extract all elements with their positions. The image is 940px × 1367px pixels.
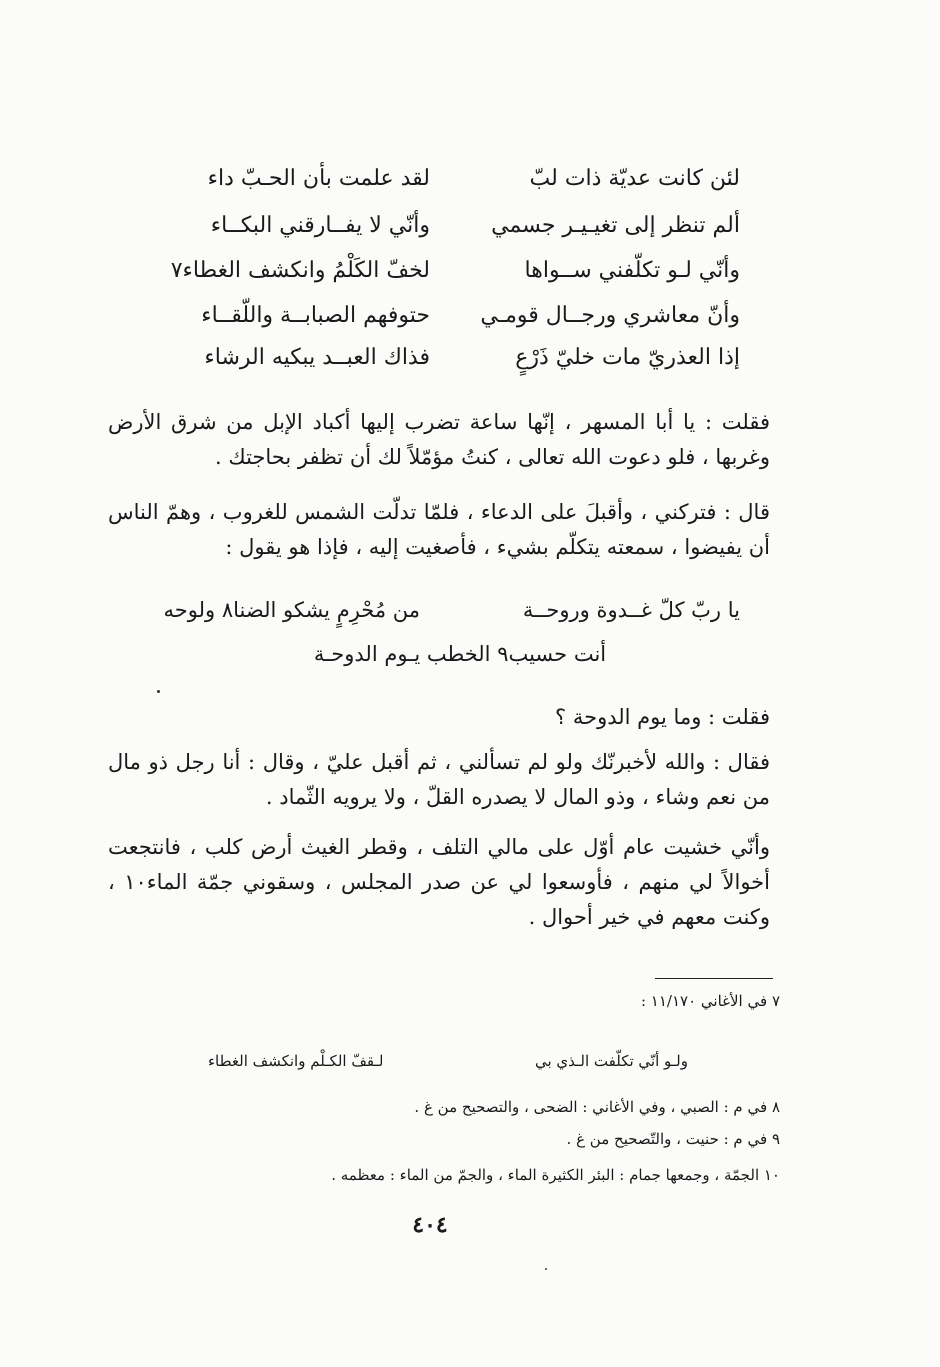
paragraph: فقلت : يا أبا المسهر ، إنّها ساعة تضرب إليها أكباد الإبل من شرق الأرض وغربها ، فلو دعوت الله تعالى ، كنتُ مؤمّلاً لك أن تظفر بحاجتك . xyxy=(108,410,770,469)
verse-second-hemistich: لقد علمت بأن الحـبّ داء xyxy=(207,166,430,191)
footnote-10: ١٠ الجمّة ، وجمعها جمام : البئر الكثيرة الماء ، والجمّ من الماء : معظمه . xyxy=(331,1166,780,1184)
verse-second-hemistich: لـقفّ الكـلْم وانكشف الغطاء xyxy=(208,1052,384,1070)
poem-verse xyxy=(150,258,740,298)
page-number: ٤٠٤ xyxy=(412,1212,448,1238)
poem-verse xyxy=(150,166,740,206)
footnote-7: ٧ في الأغاني ١١/١٧٠ : xyxy=(640,992,780,1010)
verse-second-hemistich: فذاك العبــد يبكيه الرشاء xyxy=(204,345,430,370)
scan-speck xyxy=(157,690,160,693)
verse-first-hemistich: يا ربّ كلّ غــدوة وروحــة xyxy=(522,598,740,622)
paragraph: وأنّي خشيت عام أوّل على مالي التلف ، وقطر الغيث أرض كلب ، فانتجعت أخوالاً لي منهم ، فأوسعوا لي عن صدر المجلس ، وسقوني جمّة الماء١٠ ، وكنت معهم في خير أحوال . xyxy=(108,835,771,929)
verse-first-hemistich: ألم تنظر إلى تغيـيـر جسمي xyxy=(491,213,740,238)
verse-second-hemistich: من مُحْرِمٍ يشكو الضنا٨ ولوحه xyxy=(163,598,420,622)
verse-second-hemistich: حتوفهم الصبابــة واللّقــاء xyxy=(201,303,430,328)
poem-verse xyxy=(150,303,740,343)
verse-first-hemistich: وأنّ معاشري ورجــال قومـي xyxy=(480,303,740,328)
scan-speck xyxy=(545,1268,547,1270)
poem-verse xyxy=(150,345,740,385)
poem-verse xyxy=(150,213,740,253)
paragraph: فقلت : وما يوم الدوحة ؟ xyxy=(555,705,770,729)
footnote-8: ٨ في م : الصبي ، وفي الأغاني : الضحى ، والتصحيح من غ . xyxy=(414,1098,780,1116)
verse-first-hemistich: إذا العذريّ مات خليّ ذَرْعٍ xyxy=(515,345,740,370)
paragraph: قال : فتركني ، وأقبلَ على الدعاء ، فلمّا تدلّت الشمس للغروب ، وهمّ الناس أن يفيضوا ، سمعته يتكلّم بشيء ، فأصغيت إليه ، فإذا هو يقول : xyxy=(108,500,770,559)
inline-verse-centered: أنت حسيب٩ الخطب يـوم الدوحـة xyxy=(313,642,607,666)
verse-second-hemistich: لخفّ الكَلْمُ وانكشف الغطاء٧ xyxy=(170,258,430,283)
verse-first-hemistich: لئن كانت عديّة ذات لبّ xyxy=(529,166,740,191)
verse-second-hemistich: وأنّي لا يفــارقني البكــاء xyxy=(210,213,430,238)
verse-first-hemistich: وأنّي لـو تكلّفني ســواها xyxy=(524,258,740,283)
paragraph: فقال : والله لأخبرنّك ولو لم تسألني ، ثم أقبل عليّ ، وقال : أنا رجل ذو مال من نعم وشاء ، وذو المال لا يصدره القلّ ، ولا يرويه الثّماد . xyxy=(108,750,770,809)
footnote-divider xyxy=(655,978,773,979)
verse-first-hemistich: ولـو أنّي تكلّفت الـذي بي xyxy=(534,1052,688,1070)
footnote-9: ٩ في م : حنيت ، والتّصحيح من غ . xyxy=(566,1130,780,1148)
